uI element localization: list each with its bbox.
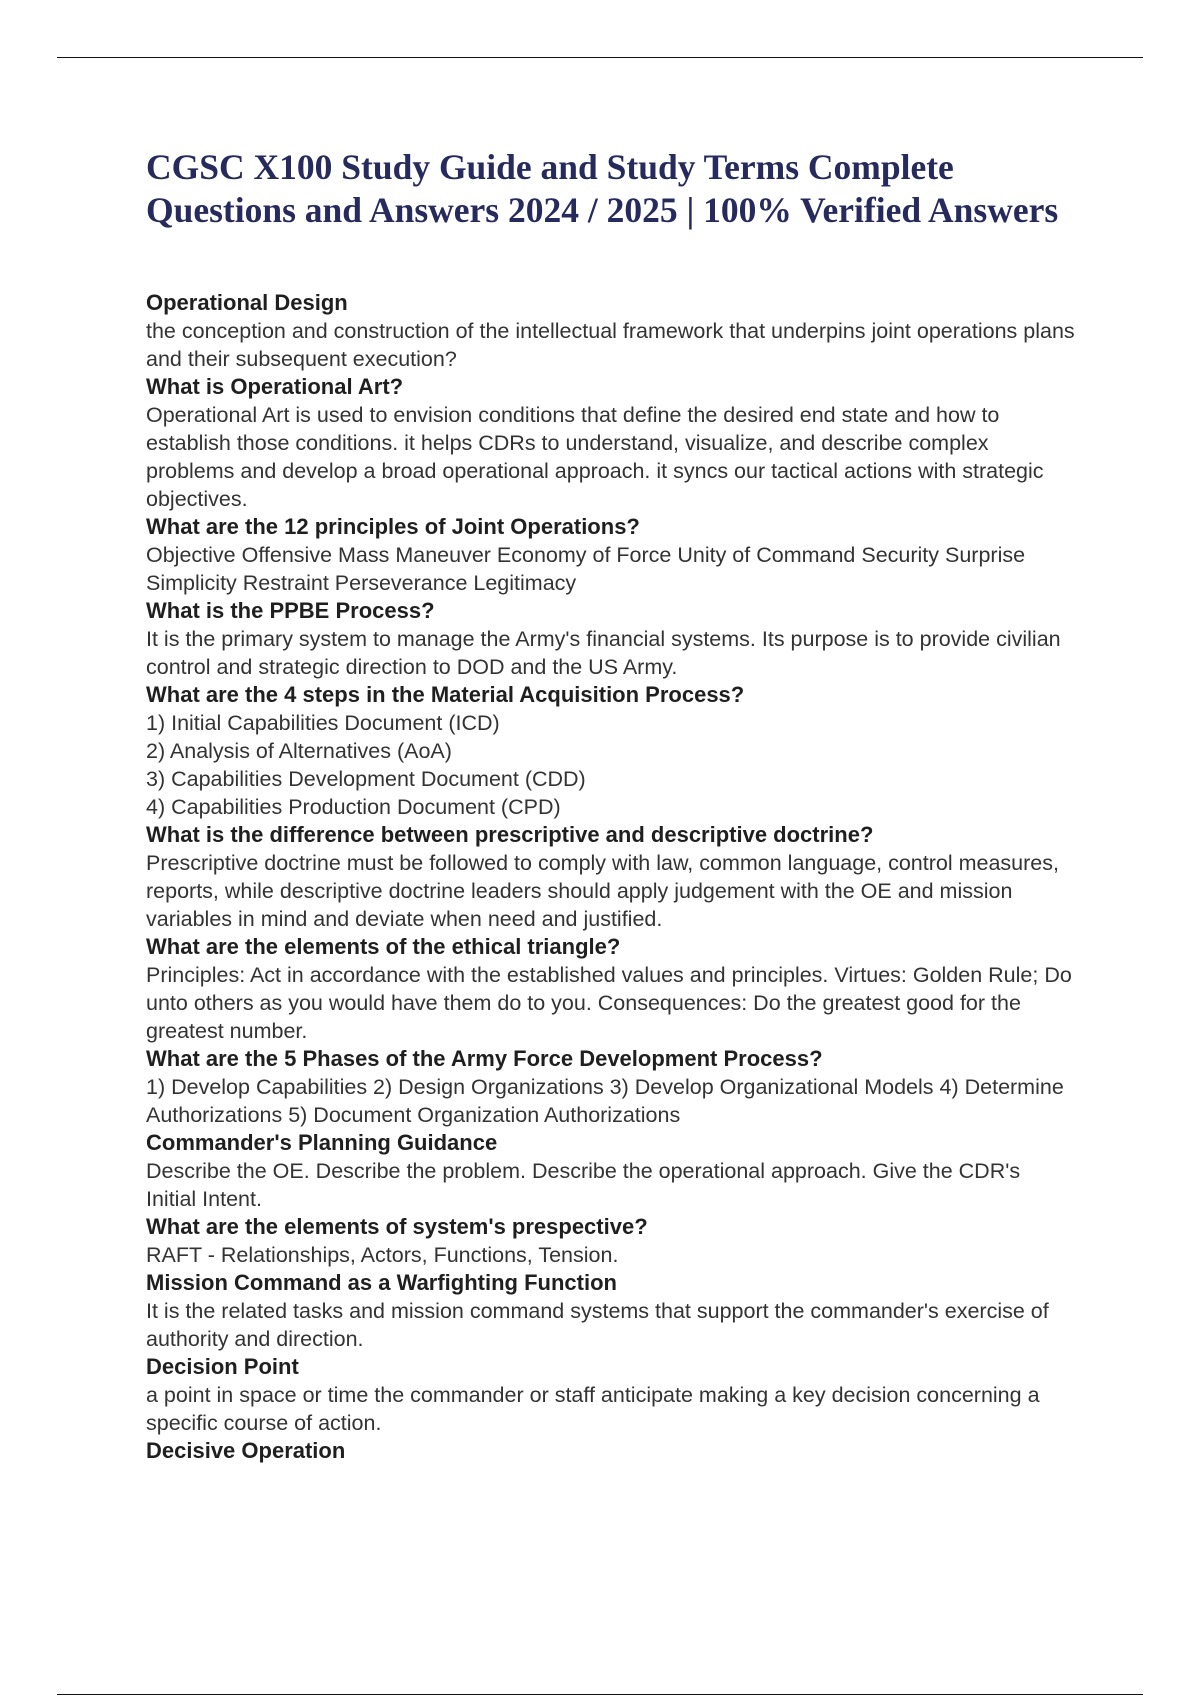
answer: Principles: Act in accordance with the established values and principles. Virtues: Golden Rule; Do unto others as you would have them do to you. Consequences: Do the greatest good for the greatest number. — [146, 963, 1072, 1043]
question: What are the 12 principles of Joint Operations? — [146, 514, 640, 539]
question: What are the elements of the ethical triangle? — [146, 934, 621, 959]
qa-item — [146, 821, 1076, 933]
top-rule — [57, 57, 1143, 58]
bottom-rule — [57, 1694, 1143, 1695]
answer: Prescriptive doctrine must be followed to comply with law, common language, control measures, reports, while descriptive doctrine leaders should apply judgement with the OE and mission variables in mind and deviate when need and justified. — [146, 851, 1059, 931]
qa-item — [146, 1269, 1076, 1353]
question: Operational Design — [146, 290, 348, 315]
answer: a point in space or time the commander or staff anticipate making a key decision concerning a specific course of action. — [146, 1383, 1040, 1435]
question: What is the PPBE Process? — [146, 598, 435, 623]
question: What are the elements of system's prespective? — [146, 1214, 648, 1239]
answer: It is the related tasks and mission command systems that support the commander's exercise of authority and direction. — [146, 1299, 1049, 1351]
answer: RAFT - Relationships, Actors, Functions, Tension. — [146, 1243, 619, 1267]
question: Decision Point — [146, 1354, 299, 1379]
question: Commander's Planning Guidance — [146, 1130, 498, 1155]
answer: 1) Develop Capabilities 2) Design Organizations 3) Develop Organizational Models 4) Determine Authorizations 5) Document Organization Authorizations — [146, 1075, 1064, 1127]
question: What are the 5 Phases of the Army Force Development Process? — [146, 1046, 823, 1071]
answer: Describe the OE. Describe the problem. Describe the operational approach. Give the CDR's Initial Intent. — [146, 1159, 1021, 1211]
qa-item — [146, 1045, 1076, 1129]
answer: 1) Initial Capabilities Document (ICD) 2) Analysis of Alternatives (AoA) 3) Capabilities Development Document (CDD) 4) Capabilities Production Document (CPD) — [146, 711, 586, 819]
document-body — [146, 146, 1076, 1465]
qa-item — [146, 1129, 1076, 1213]
qa-item — [146, 1213, 1076, 1269]
qa-item — [146, 597, 1076, 681]
question: Decisive Operation — [146, 1438, 346, 1463]
qa-item — [146, 373, 1076, 513]
answer: Objective Offensive Mass Maneuver Economy of Force Unity of Command Security Surprise Simplicity Restraint Perseverance Legitimacy — [146, 543, 1026, 595]
question: What is the difference between prescriptive and descriptive doctrine? — [146, 822, 874, 847]
answer: the conception and construction of the intellectual framework that underpins joint operations plans and their subsequent execution? — [146, 319, 1075, 371]
document-title: CGSC X100 Study Guide and Study Terms Complete Questions and Answers 2024 / 2025 | 100% Verified Answers — [146, 147, 1059, 230]
answer: Operational Art is used to envision conditions that define the desired end state and how to establish those conditions. it helps CDRs to understand, visualize, and describe complex problems and develop a broad operational approach. it syncs our tactical actions with strategic objectives. — [146, 403, 1044, 511]
answer: It is the primary system to manage the Army's financial systems. Its purpose is to provide civilian control and strategic direction to DOD and the US Army. — [146, 627, 1061, 679]
qa-item — [146, 513, 1076, 597]
qa-item — [146, 1353, 1076, 1437]
qa-list — [146, 289, 1076, 1465]
qa-item — [146, 1437, 1076, 1465]
question: Mission Command as a Warfighting Function — [146, 1270, 617, 1295]
qa-item — [146, 681, 1076, 821]
qa-item — [146, 289, 1076, 373]
question: What is Operational Art? — [146, 374, 404, 399]
qa-item — [146, 933, 1076, 1045]
question: What are the 4 steps in the Material Acquisition Process? — [146, 682, 745, 707]
